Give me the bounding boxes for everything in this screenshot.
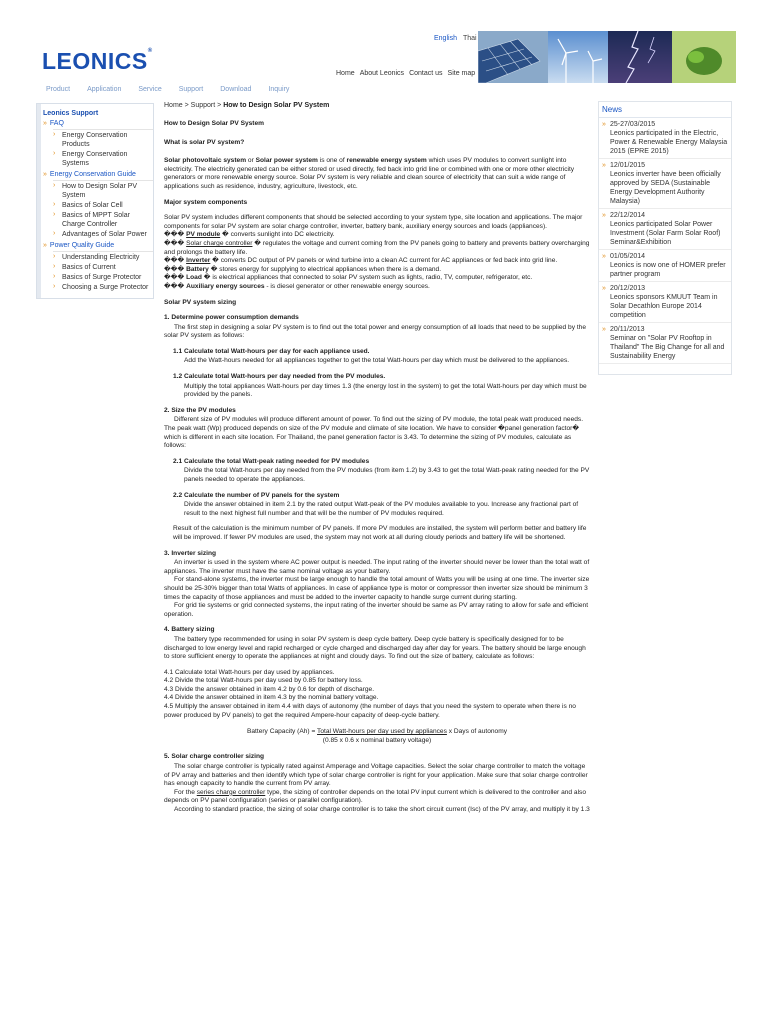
substep-heading: 1.1 Calculate total Watt-hours per day for each appliance used. [173,347,370,355]
arrow-icon: » [43,120,47,127]
leonics-logo[interactable]: LEONICS® [42,48,153,74]
step-text: The first step in designing a solar PV system is to find out the total power and energy consumption of all loads that need to be supplied by the solar PV system as follows: [164,323,586,340]
sidebar-section-energy-guide[interactable]: » Energy Conservation Guide [43,171,136,178]
power-quality-list [53,251,153,292]
substep-heading: 1.2 Calculate total Watt-hours per day needed from the PV modules. [173,373,386,381]
support-sidebar [36,103,154,299]
sidebar-item-electricity[interactable]: › Understanding Electricity [53,252,153,262]
sidebar-item-current[interactable]: › Basics of Current [53,262,153,272]
inverter-link[interactable]: Inverter [186,257,211,265]
news-panel [598,101,732,375]
step-heading: 5. Solar charge controller sizing [164,753,265,761]
battery-formula: Battery Capacity (Ah) = Total Watt-hours per day used by appliances x Days of autonomy (0.85 x 0.6 x nominal battery voltage) [246,728,508,744]
nav-inquiry[interactable]: Inquiry [268,86,290,93]
news-item[interactable]: » 20/12/2013 Leonics sponsors KMUUT Team in Solar Decathlon Europe 2014 competition [599,282,731,323]
component-item: ��� PV module � converts sunlight into DC electricity. [164,231,335,239]
step-text: The battery type recommended for using in solar PV system is deep cycle battery. Deep cycle battery is specifically designed for to be discharged to low energy level and rapid recharged or cycle charged and discharged day after day for years. The battery should be large enough to store sufficient energy to operate the appliances at night and cloudy days. To find out the size of battery, calculate as follows: [164,635,586,661]
substep-heading: 2.1 Calculate the total Watt-peak rating needed for PV modules [173,457,370,465]
sidebar-section-faq[interactable]: » FAQ [43,120,64,127]
sidebar-item-design-solar-pv[interactable]: › How to Design Solar PV System [53,181,153,200]
intro-paragraph: Solar photovoltaic system or Solar power system is one of renewable energy system which uses PV modules to convert sunlight into electricity. The electricity generated can be either stored or used directly, fed back into grid line or combined with one or more other electricity generators or more renewable energy source. Solar PV system is very reliable and clean source of electricity that can suit a wide range of applications such as residence, industry, agriculture, livestock, etc. [164,157,575,190]
sidebar-item-advantages[interactable]: › Advantages of Solar Power [53,229,153,239]
substep-text: Divide the answer obtained in item 2.1 by the rated output Watt-peak of the PV modules available to you. Increase any fractional part of result to the next highest full number and that will be the number of PV modules required. [184,501,579,517]
step-text: An inverter is used in the system where AC power output is needed. The input rating of the inverter should never be lower than the total watt of appliances. The inverter must have the same nominal voltage as your battery. [164,559,590,575]
step-heading: 3. Inverter sizing [164,549,217,557]
sidebar-item-energy-conservation-systems[interactable]: › Energy Conservation Systems [53,149,153,168]
news-title: News [599,102,731,118]
substep-heading: 2.2 Calculate the number of PV panels for the system [173,491,340,499]
page-title: How to Design Solar PV System [164,120,265,127]
section-heading: Major system components [164,198,248,206]
step-heading: 1. Determine power consumption demands [164,314,299,322]
step-text: For grid tie systems or grid connected systems, the input rating of the inverter should be same as PV array rating to allow for safe and efficient operation. [164,602,589,618]
breadcrumb: Home > Support > How to Design Solar PV System [164,102,330,109]
component-item: ��� Inverter � converts DC output of PV panels or wind turbine into a clean AC current for AC appliances or fed back into grid line. [164,257,558,265]
list-item: 4.5 Multiply the answer obtained in item 4.4 with days of autonomy (the number of days that you need the system to operate when there is no power produced by PV panels) to get the required Ampere-hour capacity of deep-cycle battery. [164,703,576,719]
step-text: For the series charge controller type, the sizing of controller depends on the total PV input current which is delivered to the controller and also depends on PV panel configuration (series or parallel configuration). [164,788,586,805]
section-heading: What is solar PV system? [164,138,245,146]
component-item: ��� Auxiliary energy sources - is diesel generator or other renewable energy sources. [164,282,430,290]
component-item: ��� Solar charge controller � regulates the voltage and current coming from the PV panels going to battery and prevents battery overcharging and prolongs the battery life. [164,239,590,256]
major-text: Solar PV system includes different components that should be selected according to your system type, site location and applications. The major components for solar PV system are solar charge controller, inverter, battery bank, auxiliary energy sources and loads (appliances). [164,214,583,230]
component-item: ��� Battery � stores energy for supplying to electrical appliances when there is a demand. [164,265,442,273]
step-text: Different size of PV modules will produce different amount of power. To find out the sizing of PV module, the total peak watt produced needs. The peak watt (Wp) produced depends on size of the PV module and climate of site location. We have to consider �panel generation factor� which is different in each site location. For Thailand, the panel generation factor is 3.43. To determine the sizing of PV modules, calculate as follows: [164,416,584,450]
arrow-icon: » [43,171,47,178]
list-item: 4.2 Divide the total Watt-hours per day used by 0.85 for battery loss. [164,677,363,685]
breadcrumb-support[interactable]: Support [190,102,216,109]
sidebar-item-energy-conservation-products[interactable]: › Energy Conservation Products [53,130,153,149]
sidebar-item-surge-basics[interactable]: › Basics of Surge Protector [53,272,153,282]
nav-sitemap-link[interactable]: Site map [447,70,476,77]
faq-list [53,129,153,168]
result-text: Result of the calculation is the minimum number of PV panels. If more PV modules are installed, the system will perform better and battery life will be improved. If fewer PV modules are used, the system may not work at all during cloudy periods and battery life will be shortened. [173,525,587,541]
sidebar-item-mppt[interactable]: › Basics of MPPT Solar Charge Controller [53,210,153,229]
sidebar-section-power-quality[interactable]: » Power Quality Guide [43,242,115,249]
substep-text: Divide the total Watt-hours per day needed from the PV modules (from item 1.2) by 3.43 to get the total Watt-peak rating needed for the PV panels needed to operate the appliances. [184,467,590,483]
step-text: According to standard practice, the sizing of solar charge controller is to take the short circuit current (Isc) of the PV array, and multiply it by 1.3 [174,806,590,813]
step-text: The solar charge controller is typically rated against Amperage and Voltage capacities. Select the solar charge controller to match the voltage of PV array and batteries and then identify which type of solar charge controller is right for your application. Make sure that solar charge controller has enough capacity to handle the current from PV array. [164,763,588,788]
component-list [164,231,590,291]
energy-guide-list [53,180,153,239]
header-banner-image [478,31,736,83]
step-heading: 4. Battery sizing [164,626,215,634]
lang-thai-link[interactable]: Thai [462,35,477,42]
sidebar-item-surge-choose[interactable]: › Choosing a Surge Protector [53,282,153,292]
breadcrumb-current: How to Design Solar PV System [223,102,330,109]
arrow-icon: » [43,242,47,249]
nav-home-link[interactable]: Home [336,70,355,77]
news-item[interactable]: » 22/12/2014 Leonics participated Solar Power Investment (Solar Farm Solar Roof) Seminar&Exhibition [599,209,731,250]
charge-controller-link[interactable]: Solar charge controller [186,239,253,247]
news-item[interactable]: » 20/11/2013 Seminar on "Solar PV Rooftop in Thailand" The Big Change for all and Sustainability Energy [599,323,731,364]
nav-application[interactable]: Application [87,86,122,93]
news-item[interactable]: » 01/05/2014 Leonics is now one of HOMER prefer partner program [599,250,731,282]
substep-text: Add the Watt-hours needed for all appliances together to get the total Watt-hours per day which must be delivered to the appliances. [184,357,570,365]
breadcrumb-home[interactable]: Home [164,102,183,109]
step-heading: 2. Size the PV modules [164,406,236,414]
sidebar-title: Leonics Support [43,110,99,117]
list-item: 4.4 Divide the answer obtained in item 4.3 by the nominal battery voltage. [164,694,379,702]
battery-steps [164,669,590,721]
lang-english-link[interactable]: English [434,35,457,42]
nav-about-link[interactable]: About Leonics [359,70,405,77]
nav-download[interactable]: Download [220,86,252,93]
news-item[interactable]: » 12/01/2015 Leonics inverter have been officially approved by SEDA (Sustainable Energy Development Authority Malaysia) [599,159,731,209]
sidebar-item-solar-cell[interactable]: › Basics of Solar Cell [53,200,153,210]
substep-text: Multiply the total appliances Watt-hours per day times 1.3 (the energy lost in the system) to get the total Watt-hours per day which must be provided by the panels. [184,382,587,399]
nav-service[interactable]: Service [138,86,162,93]
article-content [164,120,590,815]
section-heading: Solar PV system sizing [164,298,237,306]
series-charge-controller-link[interactable]: series charge controller [196,788,266,796]
language-switcher [434,35,477,42]
top-nav [336,70,475,77]
nav-contact-link[interactable]: Contact us [409,70,443,77]
nav-support[interactable]: Support [178,86,204,93]
list-item: 4.1 Calculate total Watt-hours per day used by appliances. [164,668,335,676]
component-item: ��� Load � is electrical appliances that connected to solar PV system such as lights, radio, TV, computer, refrigerator, etc. [164,274,533,282]
main-nav [46,86,289,93]
list-item: 4.3 Divide the answer obtained in item 4.2 by 0.6 for depth of discharge. [164,685,375,693]
news-item[interactable]: » 25-27/03/2015 Leonics participated in the Electric, Power & Renewable Energy Malaysia 2015 (EPRE 2015) [599,118,731,159]
nav-product[interactable]: Product [46,86,71,93]
step-text: For stand-alone systems, the inverter must be large enough to handle the total amount of Watts you will be using at one time. The inverter size should be 25-30% bigger than total Watts of appliances. In case of appliance type is motor or compressor then inverter size should be minimum 3 times the capacity of those appliances and must be added to the inverter capacity to handle surge current during starting. [164,576,590,601]
